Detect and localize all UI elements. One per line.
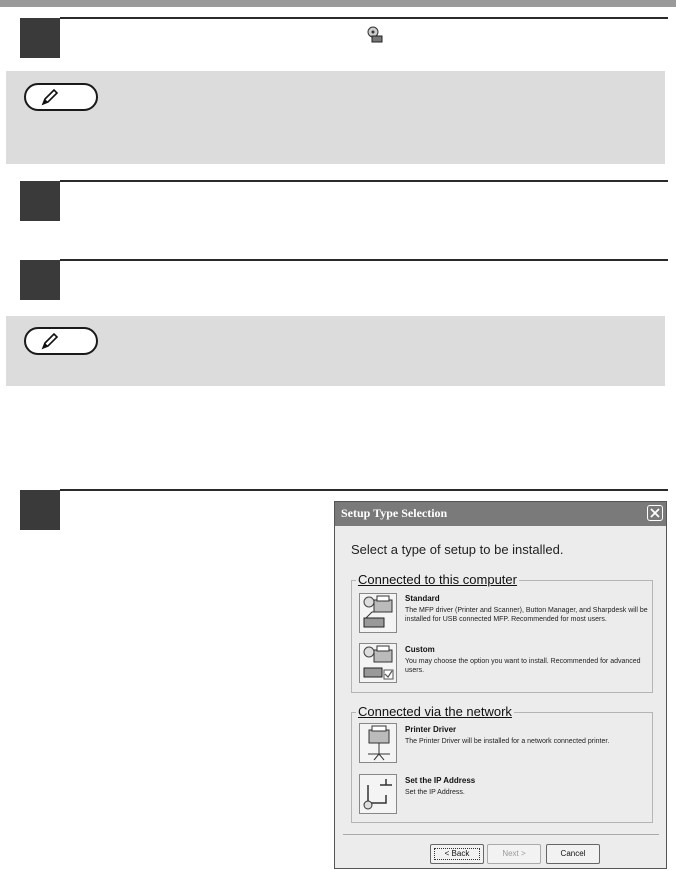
step-marker-3 [20, 260, 60, 300]
printer-driver-option-title: Printer Driver [405, 725, 457, 734]
pencil-icon [40, 333, 60, 351]
step-rule-1 [60, 17, 668, 19]
network-printer-icon [360, 724, 396, 762]
top-bar [0, 0, 676, 7]
group-local-label: Connected to this computer [358, 572, 517, 587]
cancel-button[interactable]: Cancel [546, 844, 600, 864]
dialog-title-bar [335, 502, 666, 526]
note-box-2 [6, 316, 665, 386]
note-badge-1 [24, 83, 98, 111]
note-badge-2 [24, 327, 98, 355]
dialog-prompt: Select a type of setup to be installed. [351, 542, 564, 557]
standard-option-description: The MFP driver (Printer and Scanner), Button Manager, and Sharpdesk will be installed for USB connected MFP. Recommended for most users. [405, 607, 648, 623]
next-button[interactable]: Next > [487, 844, 541, 864]
step-rule-2 [60, 180, 668, 182]
dialog-title: Setup Type Selection [341, 506, 448, 520]
printer-driver-option-button[interactable] [359, 723, 397, 763]
custom-option-title: Custom [405, 645, 435, 654]
step-rule-4 [60, 489, 668, 491]
custom-option-button[interactable] [359, 643, 397, 683]
group-network-label: Connected via the network [358, 704, 512, 719]
mfp-printer-icon [360, 594, 396, 632]
note-box-1 [6, 71, 665, 164]
close-button[interactable] [647, 505, 663, 521]
setup-type-dialog [334, 501, 667, 869]
printer-driver-option-description: The Printer Driver will be installed for a network connected printer. [405, 738, 610, 745]
ip-address-icon [360, 775, 396, 813]
standard-option-button[interactable] [359, 593, 397, 633]
standard-option-title: Standard [405, 594, 440, 603]
set-ip-option-button[interactable] [359, 774, 397, 814]
step-marker-2 [20, 181, 60, 221]
back-button[interactable]: < Back [430, 844, 484, 864]
close-icon [650, 508, 660, 518]
custom-option-description: You may choose the option you want to install. Recommended for advanced users. [405, 658, 641, 674]
mfp-custom-icon [360, 644, 396, 682]
pencil-icon [40, 89, 60, 107]
step-marker-1 [20, 18, 60, 58]
set-ip-option-title: Set the IP Address [405, 776, 476, 785]
dialog-separator [343, 834, 659, 835]
set-ip-option-description: Set the IP Address. [405, 789, 465, 796]
step-rule-3 [60, 259, 668, 261]
step-marker-4 [20, 490, 60, 530]
setup-cd-icon [366, 26, 384, 49]
